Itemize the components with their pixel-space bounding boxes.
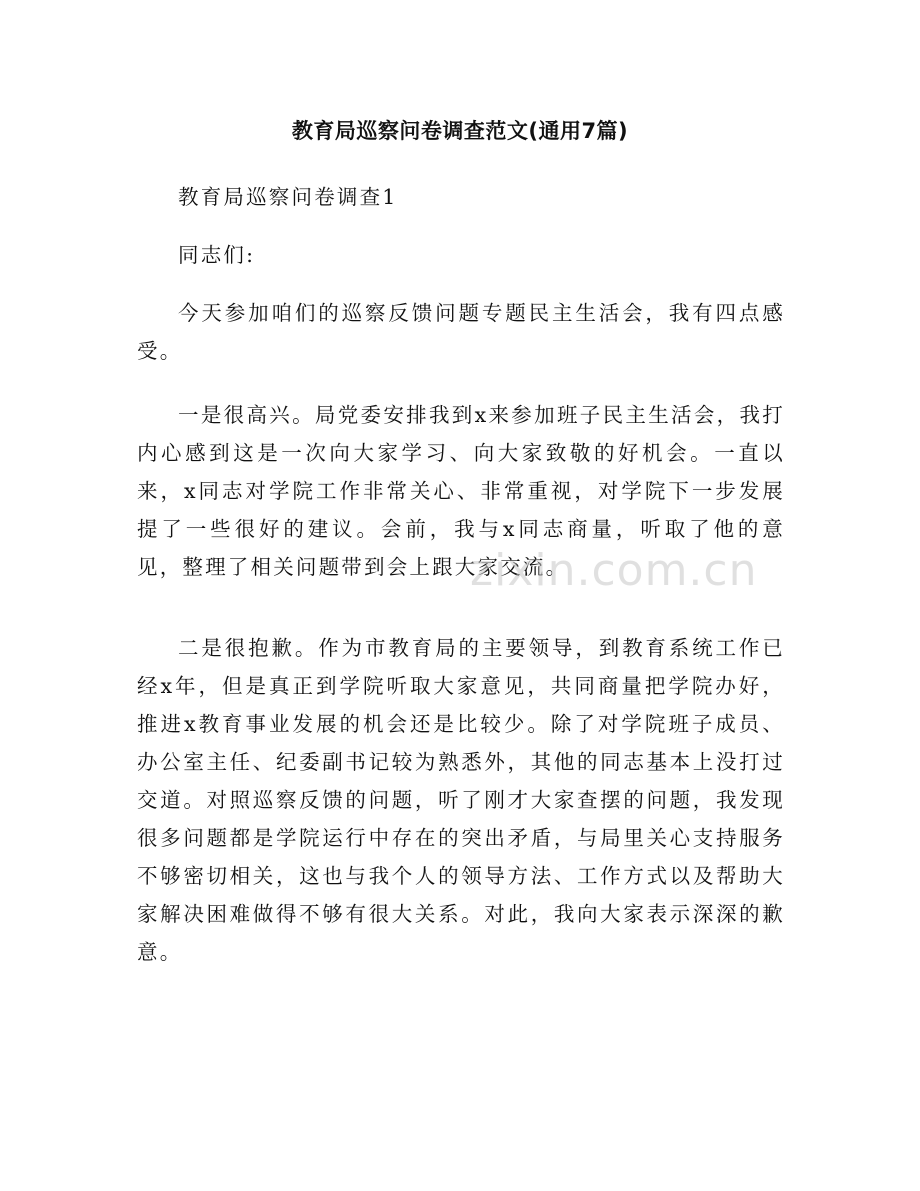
document-title: 教育局巡察问卷调查范文(通用7篇): [291, 119, 629, 143]
salutation: 同志们:: [178, 243, 256, 267]
watermark-text: zixin.com.cn: [470, 545, 758, 596]
paragraph-2: 一是很高兴。局党委安排我到x来参加班子民主生活会，我打内心感到这是一次向大家学习、向大家致敬的好机会。一直以来，x同志对学院工作非常关心、非常重视，对学院下一步发展提了一些很好的建议。会前，我与x同志商量，听取了他的意见，整理了相关问题带到会上跟大家交流。: [137, 403, 785, 579]
section-heading: 教育局巡察问卷调查1: [178, 185, 398, 209]
paragraph-1: 今天参加咱们的巡察反馈问题专题民主生活会，我有四点感受。: [137, 301, 785, 363]
paragraph-3: 二是很抱歉。作为市教育局的主要领导，到教育系统工作已经x年，但是真正到学院听取大家意见，共同商量把学院办好，推进x教育事业发展的机会还是比较少。除了对学院班子成员、办公室主任、纪委副书记较为熟悉外，其他的同志基本上没打过交道。对照巡察反馈的问题，听了刚才大家查摆的问题，我发现很多问题都是学院运行中存在的突出矛盾，与局里关心支持服务不够密切相关，这也与我个人的领导方法、工作方式以及帮助大家解决困难做得不够有很大关系。对此，我向大家表示深深的歉意。: [137, 636, 785, 964]
